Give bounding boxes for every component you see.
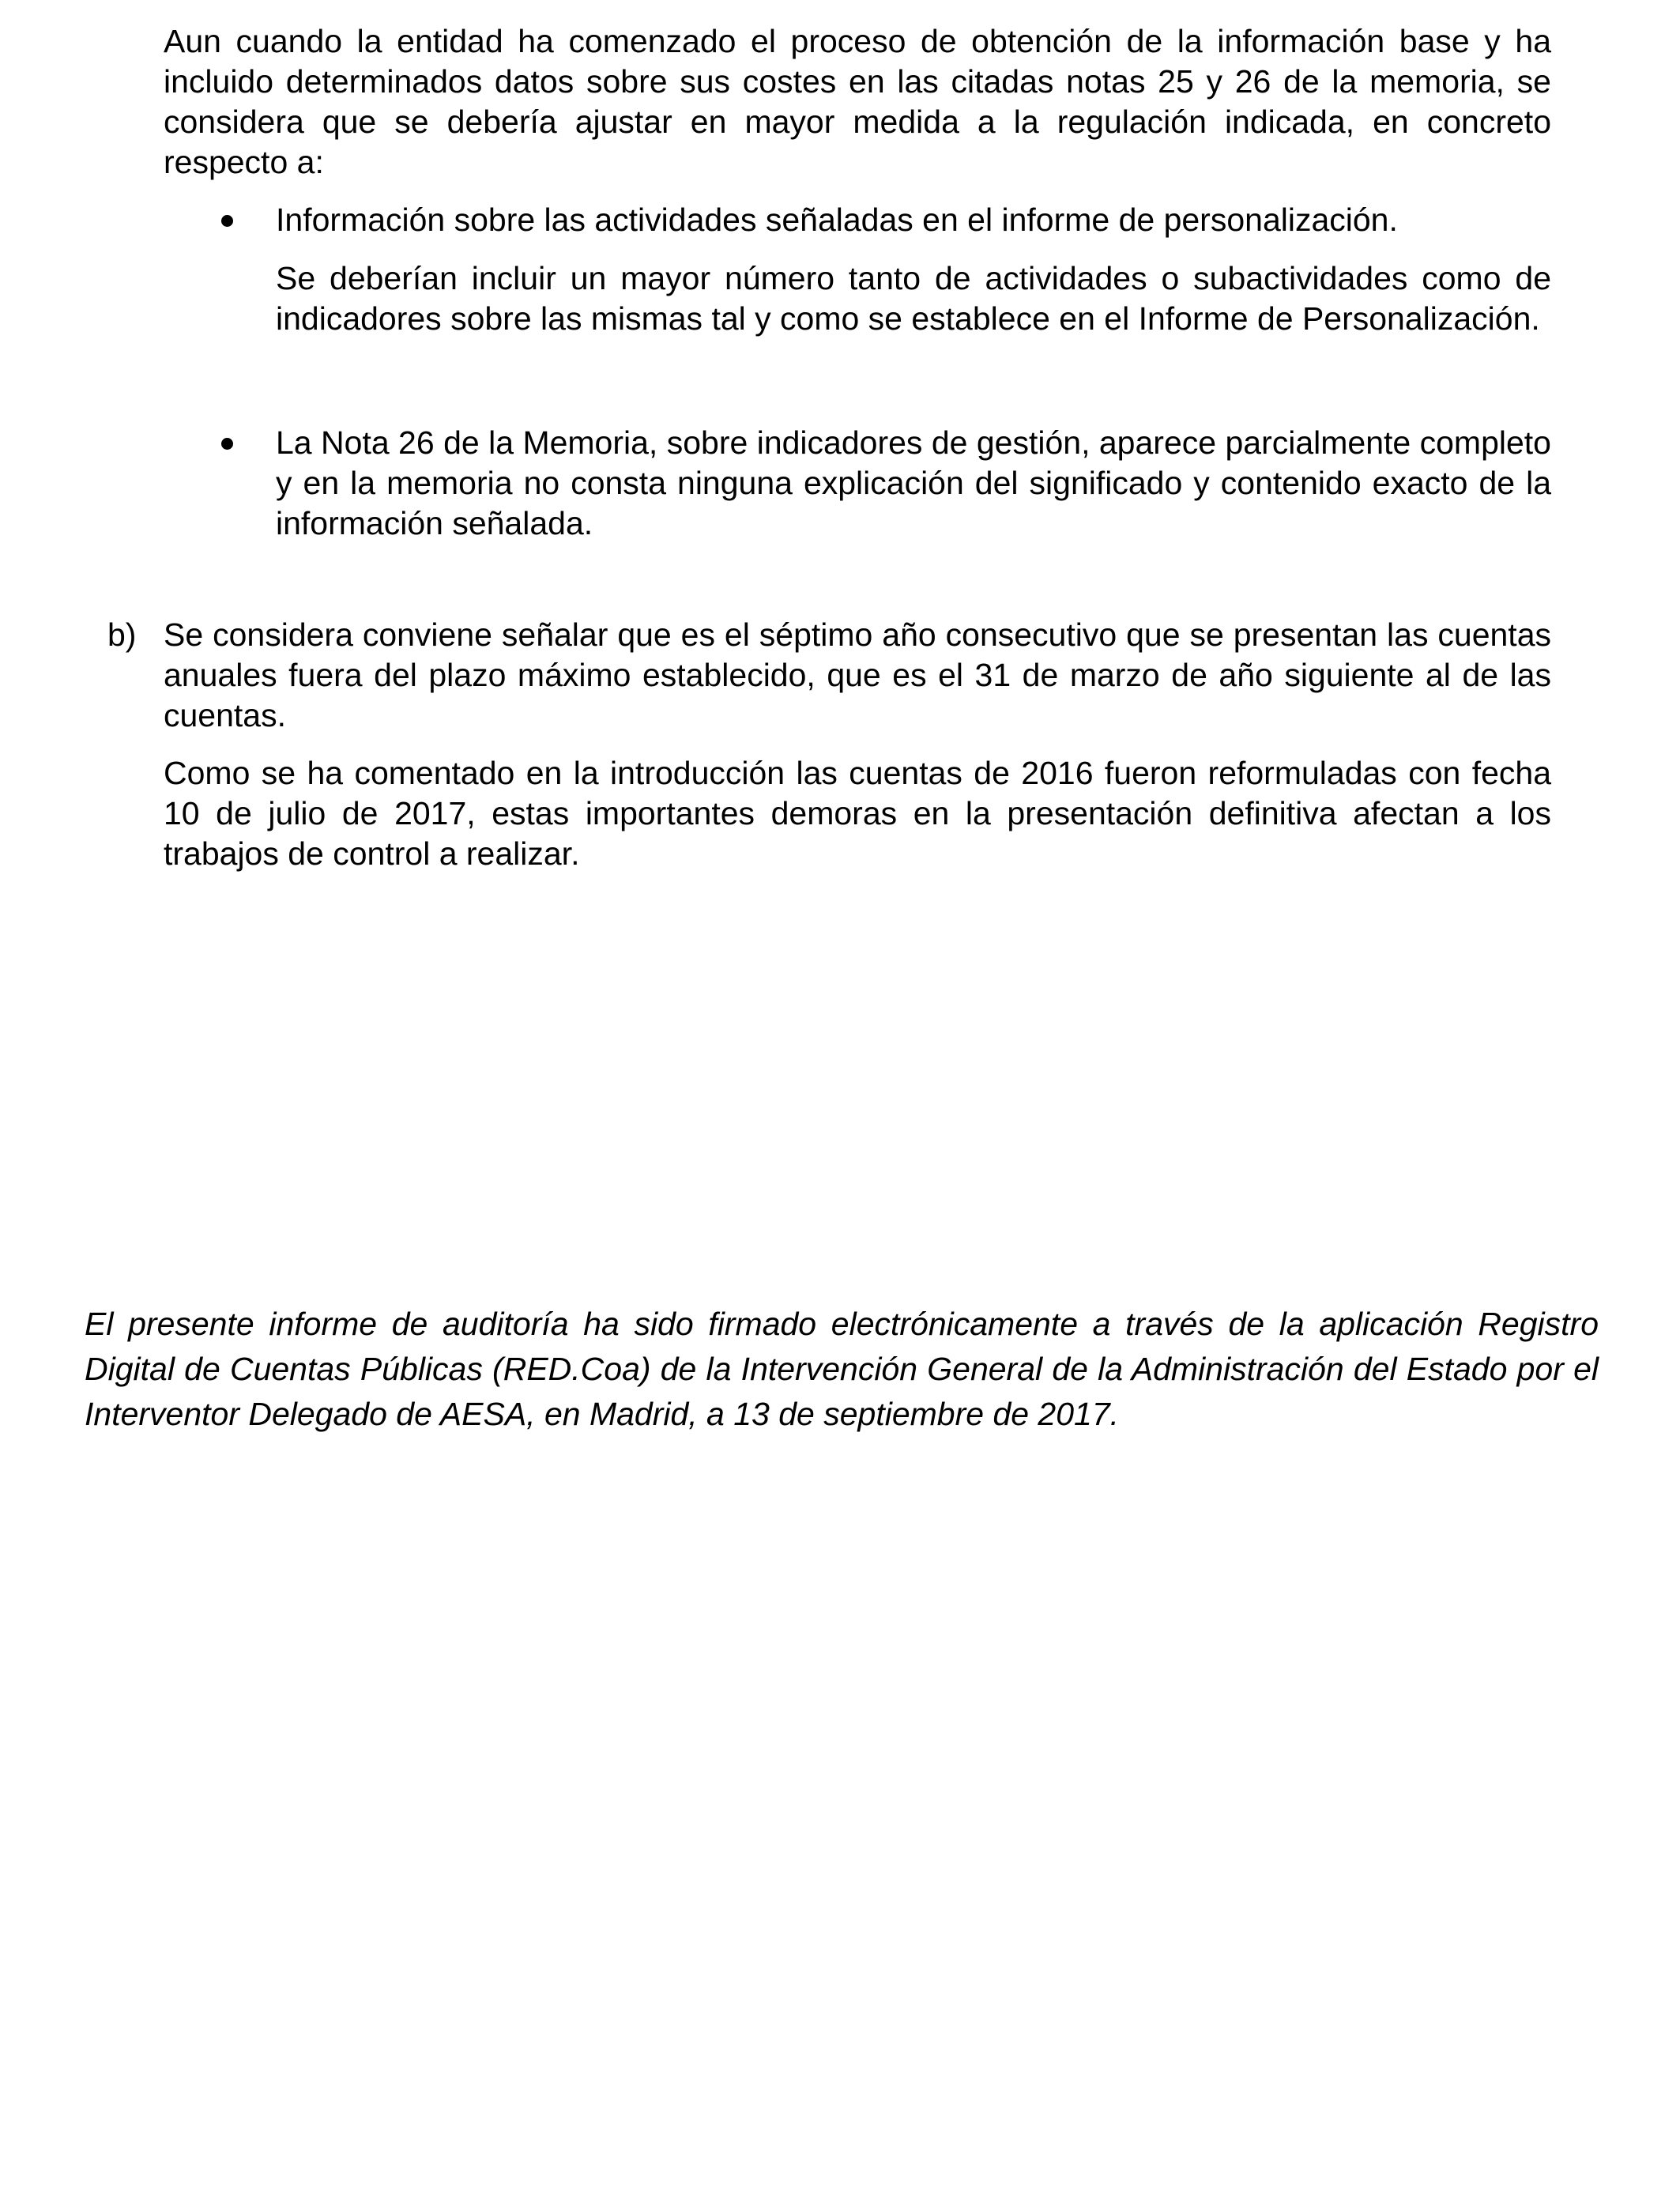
bullet-icon bbox=[221, 215, 233, 227]
intro-paragraph: Aun cuando la entidad ha comenzado el proceso de obtención de la información base y ha incluido determinados datos sobre sus costes en las citadas notas 25 y 26 de la memoria, se considera que se debería ajustar en mayor medida a la regulación indicada, en concreto respecto a: bbox=[164, 23, 1551, 180]
item-b-paragraph: Se considera conviene señalar que es el séptimo año consecutivo que se presentan las cuentas anuales fuera del plazo máximo establecido, que es el 31 de marzo de año siguiente al de las cuentas. bbox=[164, 616, 1551, 733]
signature-statement: El presente informe de auditoría ha sido firmado electrónicamente a través de la aplicación Registro Digital de Cuentas Públicas (RED.Coa) de la Intervención General de la Administración del Estado por el Interventor Delegado de AESA, en Madrid, a 13 de septiembre de 2017. bbox=[85, 1306, 1599, 1432]
bullet-icon bbox=[221, 438, 233, 450]
item-b-label: b) bbox=[107, 616, 137, 653]
item-b-detail-paragraph: Como se ha comentado en la introducción las cuentas de 2016 fueron reformuladas con fecha 10 de julio de 2017, estas importantes demoras en la presentación definitiva afectan a los trabajos de control a realizar. bbox=[164, 755, 1551, 872]
bullet-item-activities: Información sobre las actividades señaladas en el informe de personalización. bbox=[276, 202, 1398, 238]
bullet-item-note-26: La Nota 26 de la Memoria, sobre indicadores de gestión, aparece parcialmente completo y en la memoria no consta ninguna explicación del significado y contenido exacto de la información señalada. bbox=[276, 424, 1551, 541]
bullet-item-activities-detail: Se deberían incluir un mayor número tanto de actividades o subactividades como de indicadores sobre las mismas tal y como se establece en el Informe de Personalización. bbox=[276, 260, 1551, 337]
